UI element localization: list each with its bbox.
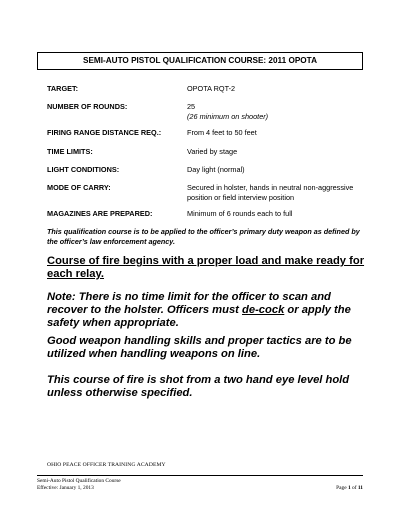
instruction-weapon-handling: Good weapon handling skills and proper tactics are to be utilized when handling weapons on line. [47,335,352,360]
page-number [336,485,363,491]
page-total: 11 [357,485,363,491]
spec-value: Minimum of 6 rounds each to full [187,209,293,218]
spec-label: TIME LIMITS: [47,147,93,156]
footer-divider [37,475,363,476]
note-decock: de-cock [242,304,285,316]
spec-value: From 4 feet to 50 feet [187,128,257,137]
spec-note: (26 minimum on shooter) [187,111,269,121]
page-current: 1 [347,485,351,491]
page-word: Page [336,485,347,491]
instruction-proper-load: Course of fire begins with a proper load and make ready for each relay. [47,255,365,280]
instruction-two-hand: This course of fire is shot from a two hand eye level hold unless otherwise specified. [47,374,350,399]
spec-label: MAGAZINES ARE PREPARED: [47,209,153,218]
academy-name: OHIO PEACE OFFICER TRAINING ACADEMY [47,462,166,468]
spec-label: LIGHT CONDITIONS: [47,165,120,174]
note-text: or apply the safety when appropriate. [47,304,351,329]
spec-value: Varied by stage [187,147,238,156]
spec-label: FIRING RANGE DISTANCE REQ.: [47,128,162,137]
policy-note: This qualification course is to be applied to the officer’s primary duty weapon as defined by the officer’s law enforcement agency. [47,227,360,246]
spec-label: MODE OF CARRY: [47,183,111,192]
spec-value: Day light (normal) [187,165,245,174]
instruction-note [47,291,367,330]
footer-course-info [37,478,121,492]
spec-value-group [187,102,362,121]
spec-value: Secured in holster, hands in neutral non-aggressive position or field interview position [187,183,354,202]
document-title: SEMI-AUTO PISTOL QUALIFICATION COURSE: 2011 OPOTA [37,52,363,70]
spec-value: 25 [187,102,196,111]
footer-course-line: Semi-Auto Pistol Qualification Course [37,478,121,484]
spec-value: OPOTA RQT-2 [187,84,236,93]
spec-label: TARGET: [47,84,79,93]
spec-label: NUMBER OF ROUNDS: [47,102,128,111]
note-text: Note: There is no time limit for the officer to scan and recover to the holster. Officers must [47,291,331,316]
page-of: of [352,485,357,491]
footer-effective-line: Effective: January 1, 2013 [37,484,94,491]
